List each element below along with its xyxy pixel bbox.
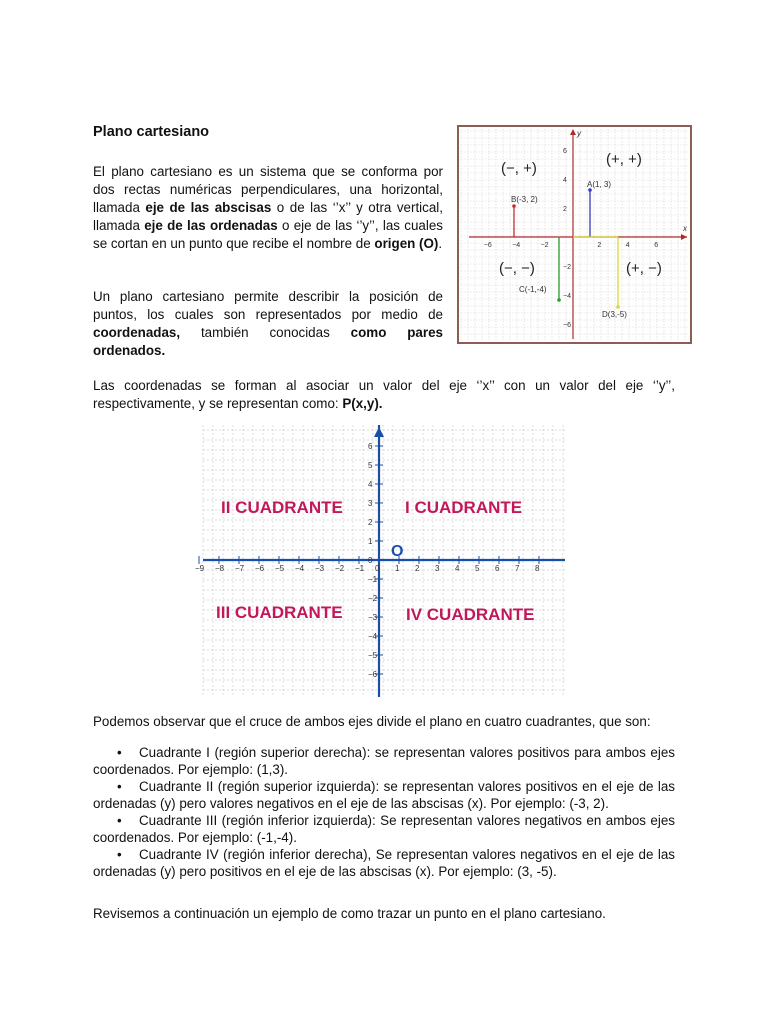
- quadrant-iii-label: III CUADRANTE: [216, 603, 343, 622]
- y-tick-label: 0: [368, 556, 373, 565]
- x-tick-label: 5: [475, 564, 480, 573]
- x-tick-label: 4: [455, 564, 460, 573]
- x-tick-label: 7: [515, 564, 520, 573]
- y-tick-label: 4: [368, 480, 373, 489]
- observe-paragraph: Podemos observar que el cruce de ambos ejes divide el plano en cuatro cuadrantes, que son:: [93, 714, 651, 729]
- quadrant-sign-i: (+, +): [606, 151, 642, 168]
- y-tick-label: −1: [368, 575, 378, 584]
- plane-signs-graphic: [459, 127, 690, 342]
- x-tick-label: −4: [295, 564, 305, 573]
- x-axis-arrow: [681, 234, 687, 240]
- y-tick-label: −2: [563, 264, 571, 271]
- x-tick-label: −2: [540, 242, 549, 249]
- list-item: • Cuadrante IV (región inferior derecha), Se representan valores negativos en el eje de las ordenadas (y) pero positivos en el eje de las abscisas (x). Por ejemplo: (3, -5).: [93, 847, 675, 879]
- point-d-label: D(3,-5): [602, 310, 627, 319]
- quadrant-iv-label: IV CUADRANTE: [406, 605, 535, 624]
- x-tick-label: −2: [335, 564, 345, 573]
- x-tick-label: −9: [195, 564, 205, 573]
- y-tick-label: −4: [563, 293, 571, 300]
- x-tick-label: 2: [597, 242, 602, 249]
- x-tick-label: 0: [375, 564, 380, 573]
- x-tick-label: 6: [495, 564, 500, 573]
- y-axis-label: y: [577, 129, 581, 138]
- list-item: • Cuadrante II (región superior izquierda): se representan valores positivos en el eje de las ordenadas (y) pero valores negativos en el eje de las abscisas (x). Por ejemplo: (-3, 2).: [93, 779, 675, 811]
- x-tick-label: 2: [415, 564, 420, 573]
- x-tick-label: 1: [395, 564, 400, 573]
- x-tick-label: −6: [255, 564, 265, 573]
- point-b-label: B(-3, 2): [511, 195, 538, 204]
- y-tick-label: −3: [368, 613, 378, 622]
- y-tick-label: 3: [368, 499, 373, 508]
- point-c: [557, 298, 561, 302]
- bullet-icon: •: [117, 745, 122, 760]
- quadrant-sign-iii: (−, −): [499, 260, 535, 277]
- y-tick-label: −2: [368, 594, 378, 603]
- page-title: Plano cartesiano: [93, 124, 210, 140]
- closing-paragraph: Revisemos a continuación un ejemplo de como trazar un punto en el plano cartesiano.: [93, 906, 606, 921]
- quadrant-ii-label: II CUADRANTE: [221, 498, 343, 517]
- y-tick-label: 6: [368, 442, 373, 451]
- y-tick-label: 6: [563, 148, 567, 155]
- intro-paragraph-1: El plano cartesiano es un sistema que se conforma por dos rectas numéricas perpendiculares, una horizontal, llamada eje de las abscisas o de las ‘’x’’ y otra vertical, llamada eje de las ordenadas o eje de las ‘’y’’, las cuales se cortan en un punto que recibe el nombre de origen (O).: [93, 164, 443, 251]
- figure-plane-signs: [457, 125, 692, 344]
- x-tick-label: −1: [355, 564, 365, 573]
- x-tick-label: −5: [275, 564, 285, 573]
- x-tick-label: −8: [215, 564, 225, 573]
- x-tick-label: 6: [654, 242, 659, 249]
- x-tick-label: −4: [512, 242, 521, 249]
- quadrant-sign-iv: (+, −): [626, 260, 662, 277]
- x-tick-label: −7: [235, 564, 245, 573]
- point-a-label: A(1, 3): [587, 180, 612, 189]
- x-tick-label: −6: [483, 242, 492, 249]
- y-tick-label: 4: [563, 177, 567, 184]
- y-axis-arrow: [374, 427, 384, 437]
- y-axis-arrow: [570, 129, 576, 135]
- x-tick-label: 4: [625, 242, 630, 249]
- y-tick-label: 2: [368, 518, 373, 527]
- y-tick-label: 5: [368, 461, 373, 470]
- figure-quadrants: [195, 425, 565, 697]
- intro-paragraph-2: Un plano cartesiano permite describir la posición de puntos, los cuales son representados por medio de coordenadas, también conocidas como pares ordenados.: [93, 289, 443, 358]
- x-tick-label: −3: [315, 564, 325, 573]
- point-d: [616, 305, 620, 309]
- point-b: [512, 204, 516, 208]
- x-tick-label: 8: [535, 564, 540, 573]
- quadrant-sign-ii: (−, +): [501, 160, 537, 177]
- y-tick-label: −6: [368, 670, 378, 679]
- list-item: • Cuadrante III (región inferior izquierda): Se representan valores negativos en ambos ejes coordenados. Por ejemplo: (-1,-4).: [93, 813, 675, 845]
- origin-label: O: [391, 543, 404, 560]
- coordinates-paragraph: Las coordenadas se forman al asociar un valor del eje ‘’x’’ con un valor del eje ‘’y’’, respectivamente, y se representan como: P(x,y).: [93, 378, 675, 411]
- y-tick-label: −4: [368, 632, 378, 641]
- y-tick-label: −5: [368, 651, 378, 660]
- bullet-icon: •: [117, 813, 122, 828]
- list-item: • Cuadrante I (región superior derecha): se representan valores positivos para ambos ejes coordenados. Por ejemplo: (1,3).: [93, 745, 675, 777]
- bullet-icon: •: [117, 779, 122, 794]
- point-c-label: C(-1,-4): [519, 285, 547, 294]
- bullet-icon: •: [117, 847, 122, 862]
- y-tick-label: 2: [563, 206, 567, 213]
- quadrant-i-label: I CUADRANTE: [405, 498, 523, 517]
- quadrant-list: [93, 744, 675, 880]
- x-axis-label: x: [683, 224, 687, 233]
- y-tick-label: −6: [563, 322, 571, 329]
- y-tick-label: 1: [368, 537, 373, 546]
- x-tick-label: 3: [435, 564, 440, 573]
- quadrants-graphic: [195, 425, 565, 697]
